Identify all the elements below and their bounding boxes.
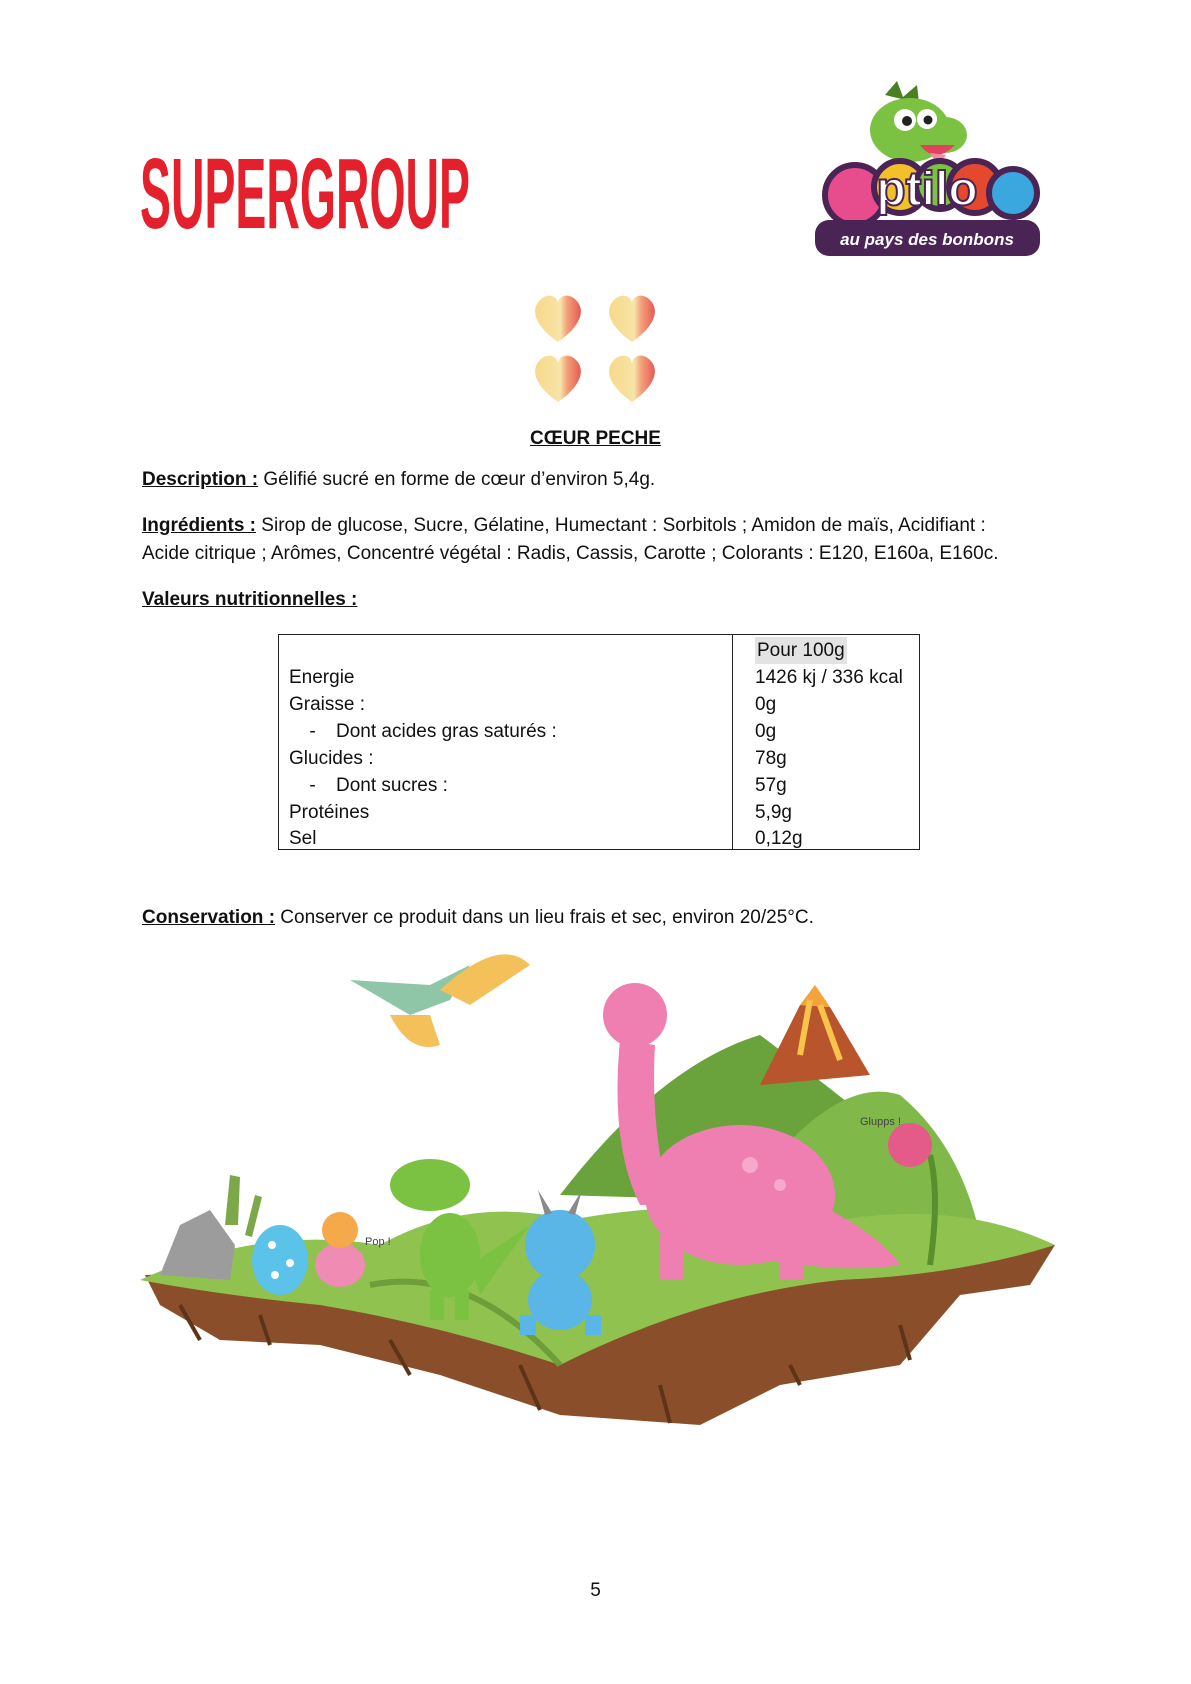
volcano-icon bbox=[760, 1005, 870, 1085]
ingredients-text-line1: Sirop de glucose, Sucre, Gélatine, Humectant : Sorbitols ; Amidon de maïs, Acidifiant : bbox=[256, 515, 986, 536]
conservation-text: Conserver ce produit dans un lieu frais et sec, environ 20/25°C. bbox=[275, 907, 814, 928]
ptilo-wordmark bbox=[825, 161, 1037, 225]
supergroup-logo bbox=[140, 120, 470, 250]
hatching-egg-icon bbox=[315, 1243, 365, 1287]
table-row: Glucides : 78g bbox=[289, 748, 787, 769]
spotted-egg-icon bbox=[252, 1225, 308, 1295]
table-row: - Dont acides gras saturés : 0g bbox=[309, 721, 777, 742]
ptilo-logo bbox=[815, 75, 1040, 260]
description-paragraph bbox=[142, 466, 1062, 494]
table-row: Energie 1426 kj / 336 kcal bbox=[289, 667, 903, 688]
pterodactyl-icon bbox=[350, 954, 530, 1047]
ptilo-tagline: au pays des bonbons bbox=[840, 230, 1014, 249]
nutrition-label: Valeurs nutritionnelles : bbox=[142, 589, 358, 610]
dragon-mascot-icon bbox=[870, 81, 967, 162]
ingredients-paragraph bbox=[142, 512, 1062, 568]
nutrition-table bbox=[278, 634, 920, 850]
description-label: Description : bbox=[142, 469, 259, 490]
conservation-paragraph bbox=[142, 904, 1062, 932]
table-row: Protéines 5,9g bbox=[289, 802, 792, 823]
peach-heart-candies-image bbox=[528, 292, 676, 412]
page-number: 5 bbox=[590, 1580, 601, 1601]
ptilo-logo-text: ptilo bbox=[876, 163, 978, 216]
table-header-row bbox=[289, 637, 919, 664]
pop-label: Pop ! bbox=[365, 1236, 391, 1248]
ingredients-label: Ingrédients : bbox=[142, 515, 257, 536]
table-row: Sel 0,12g bbox=[289, 828, 803, 849]
description-text: Gélifié sucré en forme de cœur d’environ 5,4g. bbox=[258, 469, 656, 490]
supergroup-logo-text: SUPERGROUP bbox=[140, 138, 470, 250]
ingredients-text-line2: Acide citrique ; Arômes, Concentré végétal : Radis, Cassis, Carotte ; Colorants : E120, E160a, E160c. bbox=[142, 543, 999, 564]
glupps-label: Glupps ! bbox=[860, 1116, 901, 1128]
table-row: Graisse : 0g bbox=[289, 694, 777, 715]
dinosaur-island-illustration bbox=[140, 945, 1060, 1450]
product-title: CŒUR PECHE bbox=[530, 428, 661, 449]
table-header-value: Pour 100g bbox=[755, 637, 847, 664]
nutrition-heading bbox=[142, 586, 1062, 614]
table-row: - Dont sucres : 57g bbox=[309, 775, 787, 796]
conservation-label: Conservation : bbox=[142, 907, 276, 928]
